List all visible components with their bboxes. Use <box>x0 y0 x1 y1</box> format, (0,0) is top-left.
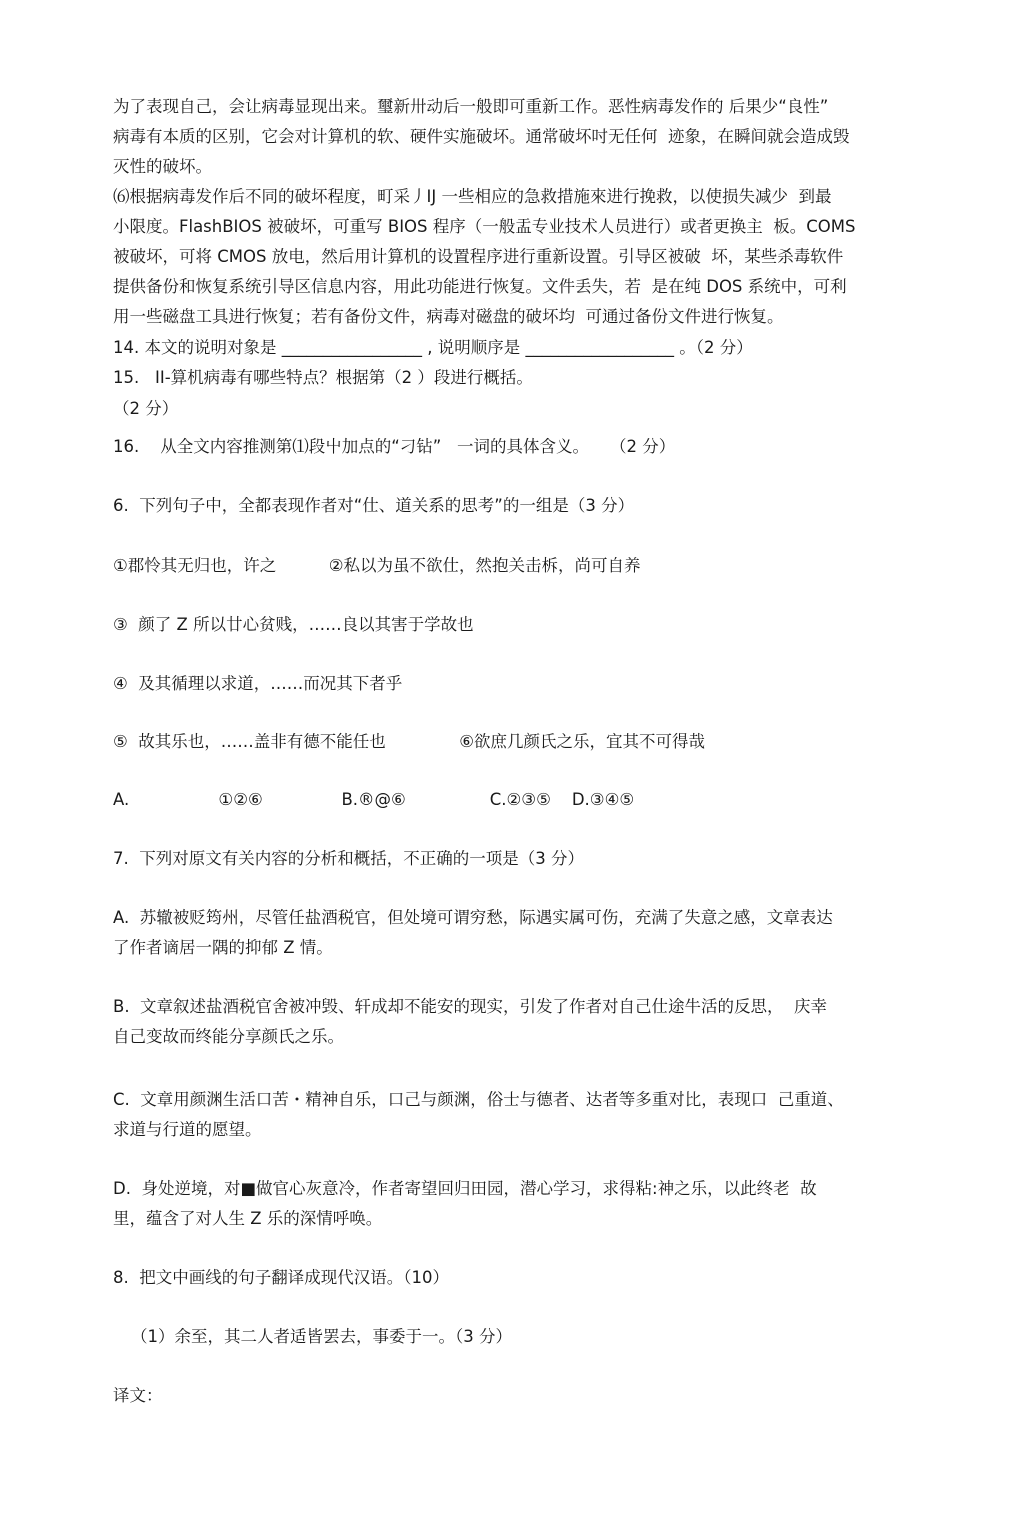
passage-line: 为了表现自己，会让病毒显现出来。璽新卅动后一般即可重新工作。恶性病毒发作的 后果少“良性” <box>113 97 829 116</box>
question-8-item-1: （1）余至，其二人者适皆罢去，事委于一。（3 分） <box>131 1327 512 1346</box>
passage-line: 提供备份和恢复系统引导区信息内容，用此功能进行恢复。文件丢失，若 是在纯 DOS 系统中，可利 <box>113 277 847 296</box>
question-7-option-d-cont: 里，蕴含了对人生 Z 乐的深情呼唤。 <box>113 1209 383 1228</box>
passage-line: 被破坏，可将 CMOS 放电，然后用计算机的设置程序进行重新设置。引导区被破 坏，某些杀毒软件 <box>113 247 844 266</box>
question-16: 16. 从全文内容推测第⑴段屮加点的“刁钻” 一词的具体含义。 （2 分） <box>113 437 676 456</box>
question-6: 6. 下列句子中，全都表现作者对“仕、道关系的思考”的一组是（3 分） <box>113 496 635 515</box>
question-15: 15. II-算机病毒有哪些特点？根据第（2 ）段进行概括。 <box>113 368 533 387</box>
question-7-option-a-cont: 了作者谪居一隅的抑郁 Z 情。 <box>113 938 333 957</box>
question-7-option-c-cont: 求道与行道的愿望。 <box>113 1120 262 1139</box>
question-7-option-d: D. 身处逆境，对■做官心灰意冷，作者寄望回归田园，潜心学习，求得粘:神之乐，以此终老 故 <box>113 1179 817 1198</box>
passage-line: 用一些磁盘工具进行恢复；若有备份文件，病毒对磁盘的破坏均 可通过备份文件进行恢复。 <box>113 307 784 326</box>
question-7-option-b-cont: 自己变故而终能分享颜氏之乐。 <box>113 1027 344 1046</box>
question-15-score: （2 分） <box>113 399 179 418</box>
passage-line: 小限度。FlashBIOS 被破坏，可重写 BIOS 程序（一般盂专业技术人员进行）或者更换主 板。COMS <box>113 217 856 236</box>
answer-label: 译文： <box>113 1386 163 1405</box>
question-6-row: ⑤ 故其乐也，……盖非有德不能任也 ⑥欲庶几颜氏之乐，宜其不可得哉 <box>113 732 706 751</box>
passage-line: ⑹根据病毒发作后不同的破坏程度，町采丿IJ 一些相应的急救措施來进行挽救，以使损失减少 到最 <box>113 187 832 206</box>
question-8: 8. 把文中画线的句子翻译成现代汉语。（10） <box>113 1268 449 1287</box>
question-7-option-b: B. 文章叙述盐酒税官舍被冲毁、轩成却不能安的现实，引发了作者对自己仕途牛活的反思， 庆幸 <box>113 997 828 1016</box>
passage-line: 灭性的破坏。 <box>113 157 212 176</box>
passage-line: 病毒有本质的区别，它会对计算机的软、硬件实施破坏。通常破坏吋无任何 迹象，在瞬间就会造成毁 <box>113 127 850 146</box>
question-7-option-a: A. 苏辙被贬筠州，尽管任盐酒税官，但处境可谓穷愁，际遇实属可伤，充满了失意之感，文章表达 <box>113 908 833 927</box>
question-14: 14. 本文的说明对象是 _________________ , 说明顺序是 __________________ 。（2 分） <box>113 338 753 357</box>
question-7-option-c: C. 文章用颜渊生活口苦・精神自乐，口己与颜渊，俗士与德者、达者等多重对比，表现口 己重道、 <box>113 1090 844 1109</box>
question-6-row: ④ 及其循理以求道，……而况其下者乎 <box>113 674 403 693</box>
question-6-row: ①郡怜其无归也，许之 ②私以为虽不欲仕，然抱关击柝，尚可自养 <box>113 556 641 575</box>
question-6-row: ③ 颜了 Z 所以廿心贫贱，……良以其害于学故也 <box>113 615 474 634</box>
question-6-options: A. ①②⑥ B.®@⑥ C.②③⑤ D.③④⑤ <box>113 790 635 809</box>
question-7: 7. 下列对原文有关内容的分析和概括，不正确的一项是（3 分） <box>113 849 584 868</box>
